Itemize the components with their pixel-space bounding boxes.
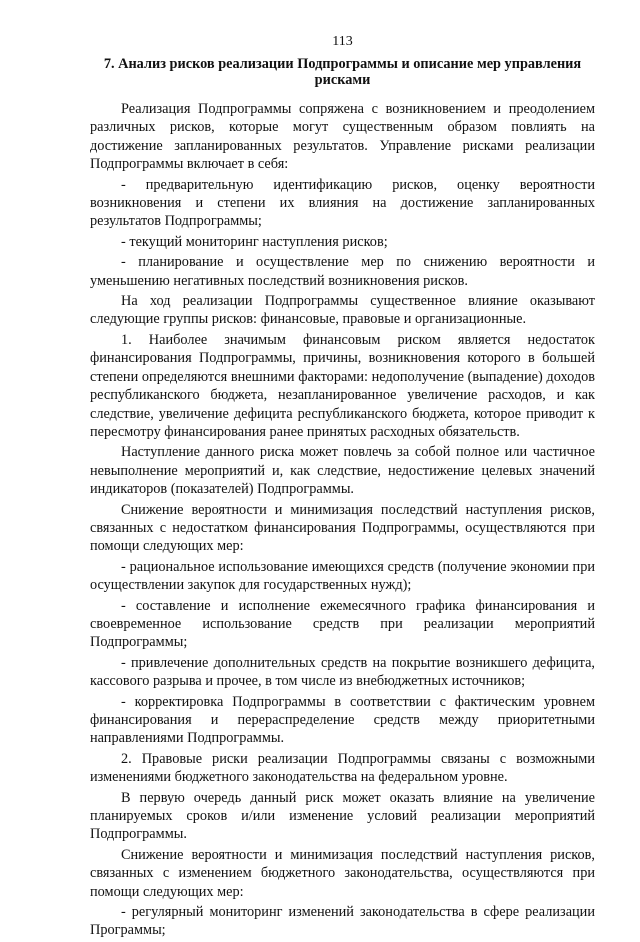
list-item: - рациональное использование имеющихся средств (получение экономии при осуществлении закупок для государственных нужд); bbox=[90, 558, 595, 594]
list-item: - планирование и осуществление мер по снижению вероятности и уменьшению негативных последствий возникновения рисков. bbox=[90, 254, 595, 289]
paragraph: Наступление данного риска может повлечь за собой полное или частичное невыполнение мероприятий и, как следствие, недостижение целевых значений индикаторов (показателей) Подпрограммы. bbox=[90, 444, 595, 498]
list-item: - предварительную идентификацию рисков, оценку вероятности возникновения и степени их влияния на достижение запланированных результатов Подпрограммы; bbox=[90, 176, 595, 230]
paragraph: 2. Правовые риски реализации Подпрограммы связаны с возможными изменениями бюджетного законодательства на федеральном уровне. bbox=[90, 750, 595, 786]
page-number: 113 bbox=[332, 34, 353, 49]
list-item: - текущий мониторинг наступления рисков; bbox=[121, 233, 388, 250]
list-item: - корректировка Подпрограммы в соответствии с фактическим уровнем финансирования и перераспределение средств между приоритетными направлениями Подпрограммы. bbox=[90, 693, 595, 747]
document-page bbox=[90, 34, 595, 942]
paragraph: Снижение вероятности и минимизация последствий наступления рисков, связанных с недостатком финансирования Подпрограммы, осуществляются при помощи следующих мер: bbox=[90, 501, 595, 555]
list-item: - привлечение дополнительных средств на покрытие возникшего дефицита, кассового разрыва и прочее, в том числе из внебюджетных источников; bbox=[90, 654, 595, 690]
paragraph: 1. Наиболее значимым финансовым риском является недостаток финансирования Подпрограммы, причины, возникновения которого в большей степени определяются внешними факторами: недополучение (выпадение) доходов республиканского бюджета, незапланированное увеличение расходов, и как следствие, увеличение дефицита республиканского бюджета, которое приводит к пересмотру финансирования ранее принятых расходных обязательств. bbox=[90, 331, 595, 440]
paragraph: На ход реализации Подпрограммы существенное влияние оказывают следующие группы рисков: финансовые, правовые и организационные. bbox=[90, 293, 595, 328]
list-item: - составление и исполнение ежемесячного графика финансирования и своевременное использование средств при реализации мероприятий Подпрограммы; bbox=[90, 597, 595, 651]
paragraph: Реализация Подпрограммы сопряжена с возникновением и преодолением различных рисков, которые могут существенным образом повлиять на достижение запланированных результатов. Управление рисками реализации Подпрограммы включает в себя: bbox=[90, 101, 595, 173]
paragraph: В первую очередь данный риск может оказать влияние на увеличение планируемых сроков и/или изменение условий реализации мероприятий Подпрограммы. bbox=[90, 789, 595, 843]
section-title: 7. Анализ рисков реализации Подпрограммы и описание мер управления рисками bbox=[103, 56, 582, 88]
paragraph: Снижение вероятности и минимизация последствий наступления рисков, связанных с изменением бюджетного законодательства, осуществляются при помощи следующих мер: bbox=[90, 846, 595, 900]
body-text bbox=[90, 100, 595, 940]
list-item: - регулярный мониторинг изменений законодательства в сфере реализации Программы; bbox=[90, 904, 595, 939]
